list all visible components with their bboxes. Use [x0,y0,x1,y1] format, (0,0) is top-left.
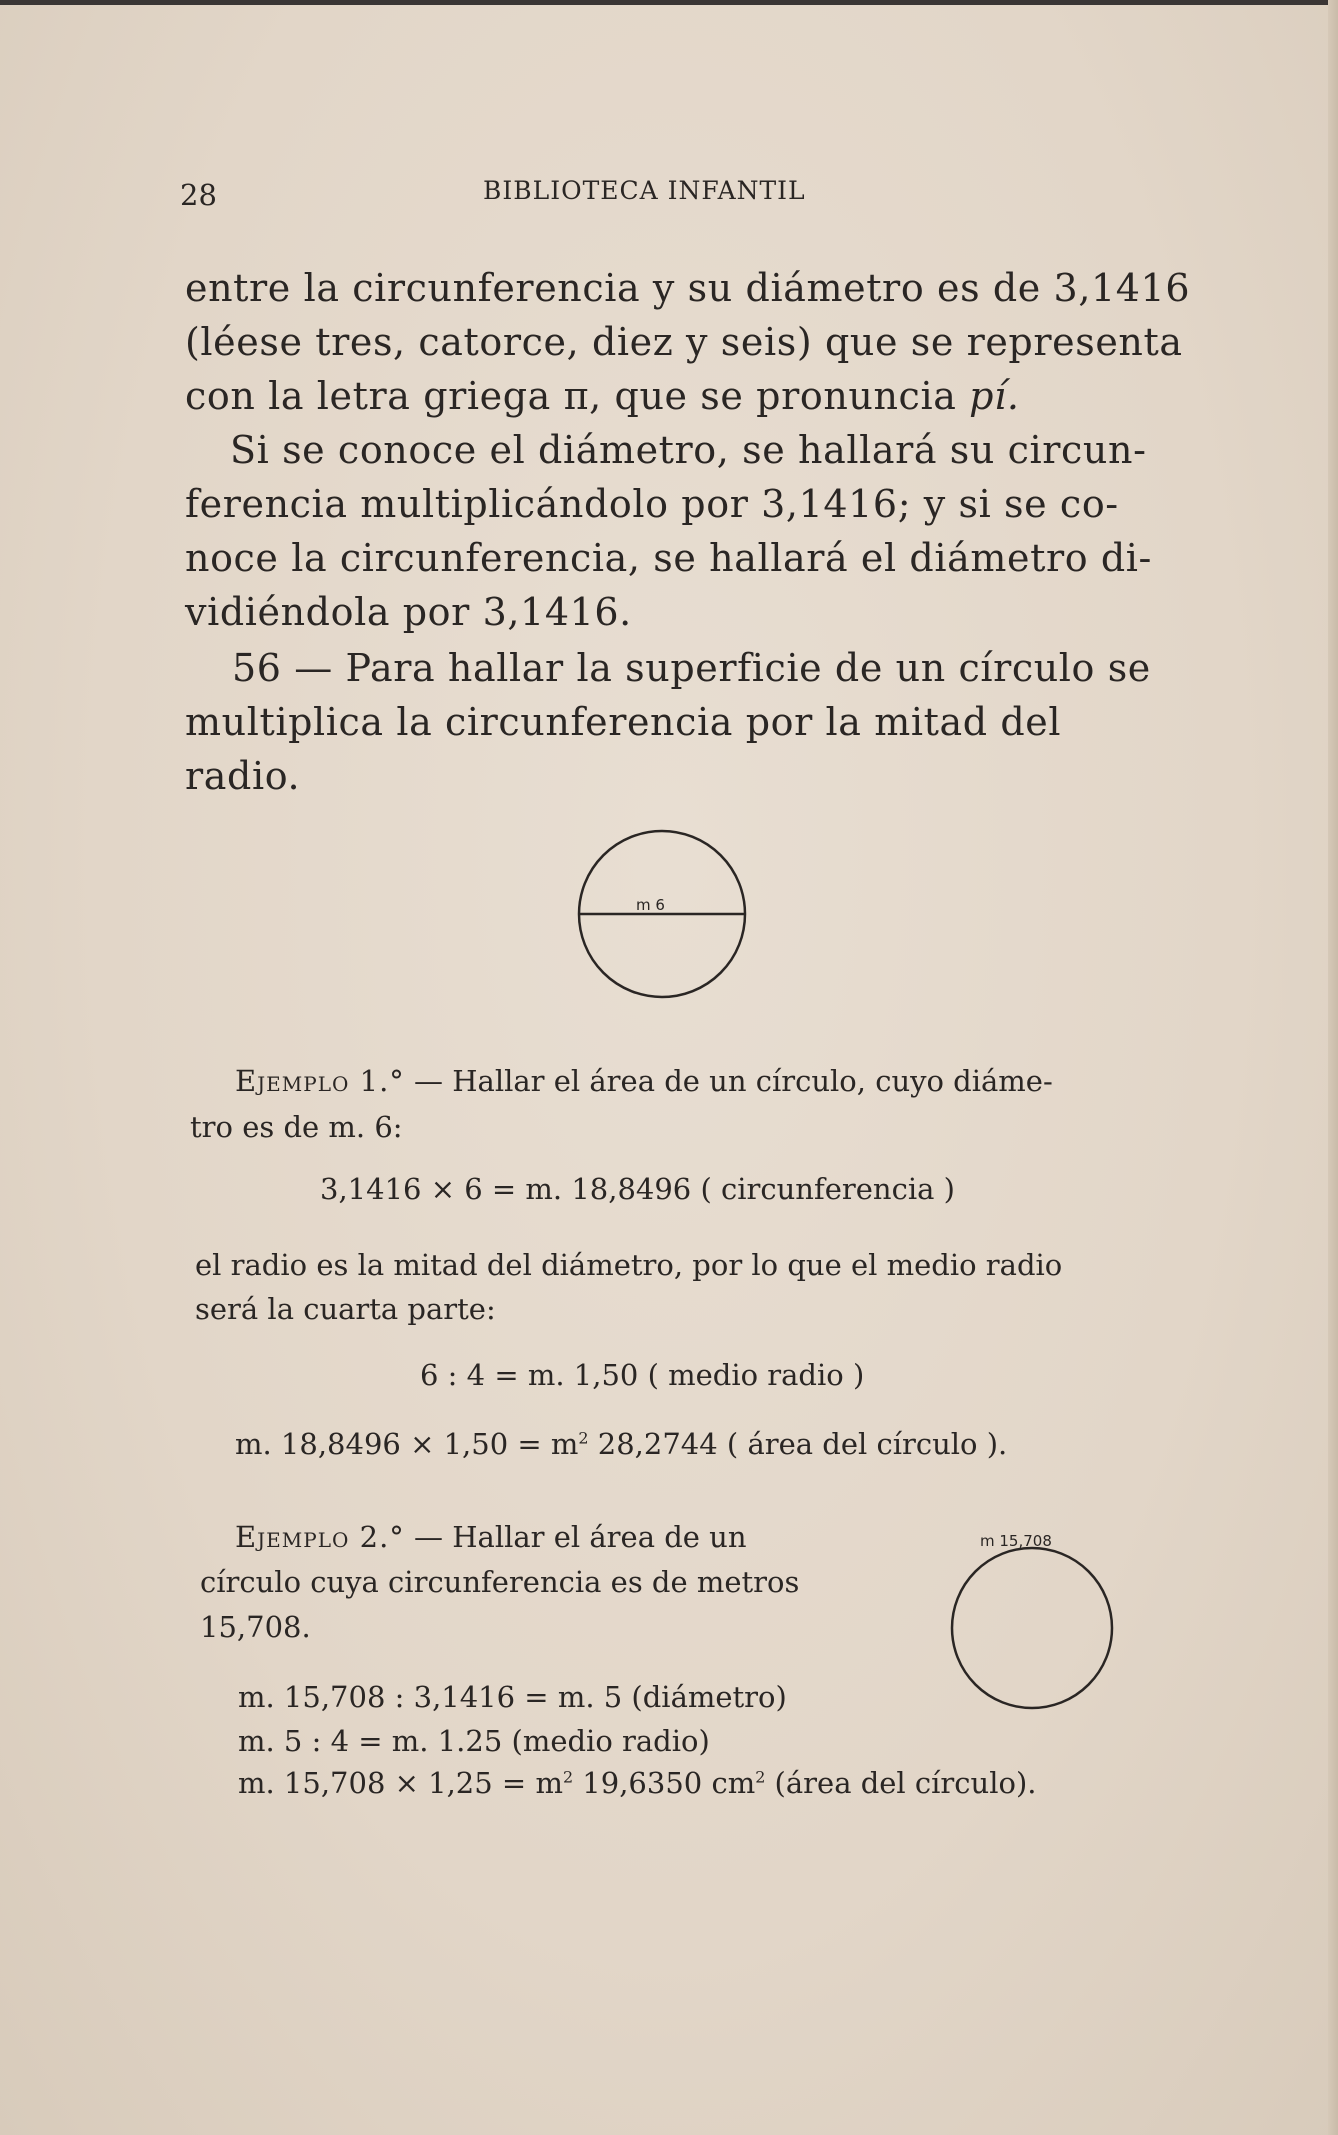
example-2-text: — Hallar el área de un [404,1520,747,1554]
circumference-label: m 15,708 [980,1532,1052,1550]
calc-text: 28,2744 ( área del círculo ). [588,1427,1008,1461]
superscript: 2 [562,1767,574,1787]
calc-text: m. 18,8496 × 1,50 = m [235,1427,579,1461]
example-2-calc-half-radius: m. 5 : 4 = m. 1.25 (medio radio) [238,1724,710,1758]
example-2-line: círculo cuya circunferencia es de metros [200,1565,800,1599]
example-1-label: Ejemplo 1.° [235,1064,405,1098]
pi-word: pí. [969,374,1020,418]
body-line: entre la circunferencia y su diámetro es de 3,1416 [185,266,1191,310]
body-text: con la letra griega π, que se pronuncia [185,374,970,418]
example-1-text-line: será la cuarta parte: [195,1292,496,1326]
calc-text: (área del círculo). [765,1766,1037,1800]
example-1-intro [235,1064,1053,1098]
running-title: BIBLIOTECA INFANTIL [483,176,806,205]
page-edge-shadow [1328,0,1338,2135]
example-2-calc-area [238,1766,1036,1800]
example-2-label: Ejemplo 2.° [235,1520,405,1554]
body-line: 56 — Para hallar la superficie de un círculo se [232,646,1151,690]
top-border [0,0,1338,5]
body-line: ferencia multiplicándolo por 3,1416; y si se co- [185,482,1119,526]
example-1-calc-half-radius: 6 : 4 = m. 1,50 ( medio radio ) [420,1358,865,1392]
circle-outline [952,1548,1112,1708]
example-1-line: tro es de m. 6: [190,1110,403,1144]
page-number: 28 [180,178,217,212]
example-1-calc-area [235,1427,1007,1461]
example-1-text-line: el radio es la mitad del diámetro, por lo que el medio radio [195,1248,1063,1282]
superscript: 2 [578,1428,589,1448]
body-line: Si se conoce el diámetro, se hallará su circun- [230,428,1147,472]
diameter-label: m 6 [636,896,665,914]
example-1-calc-circumference: 3,1416 × 6 = m. 18,8496 ( circunferencia ) [320,1172,955,1206]
circle-diameter-figure [570,822,750,1002]
body-line: radio. [185,754,301,798]
body-line [185,369,1020,423]
circle-circumference-figure [935,1510,1125,1720]
calc-text: m. 15,708 × 1,25 = m [238,1766,563,1800]
body-line: (léese tres, catorce, diez y seis) que se representa [185,320,1183,364]
calc-text: 19,6350 cm [573,1766,756,1800]
body-line: vidiéndola por 3,1416. [185,590,632,634]
body-line: multiplica la circunferencia por la mitad del [185,700,1062,744]
example-2-calc-diameter: m. 15,708 : 3,1416 = m. 5 (diámetro) [238,1680,787,1714]
body-line: noce la circunferencia, se hallará el diámetro di- [185,536,1152,580]
example-2-line: 15,708. [200,1610,311,1644]
example-1-text: — Hallar el área de un círculo, cuyo diáme- [404,1064,1053,1098]
superscript: 2 [755,1767,766,1787]
example-2-intro [235,1520,747,1554]
